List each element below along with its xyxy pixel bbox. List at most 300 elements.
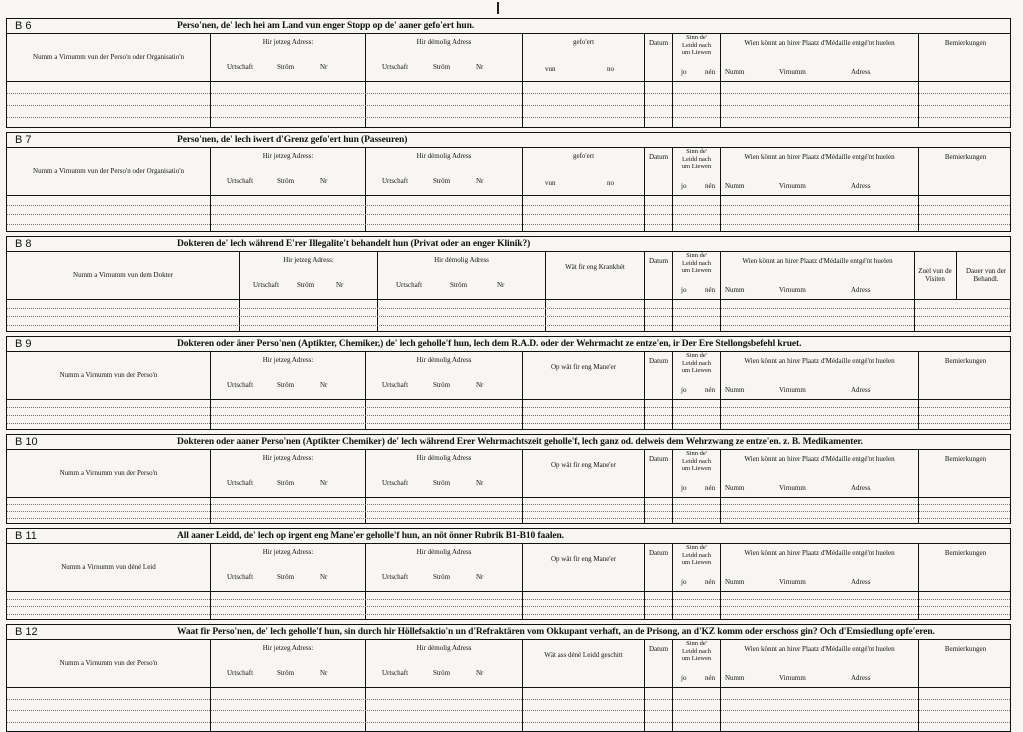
alive-sub-label: jo bbox=[681, 68, 687, 76]
witness-sub-label: Numm bbox=[725, 386, 745, 394]
current-address-header-label: Hir jetzeg Adress: bbox=[262, 356, 314, 364]
middle-header-label: Op wät fir eng Mane'er bbox=[550, 363, 616, 371]
address-sub-label: Urtschaft bbox=[396, 281, 423, 289]
row-column-divider bbox=[672, 81, 673, 127]
middle-header-label: gefo'ert bbox=[572, 38, 595, 46]
row-column-divider bbox=[210, 399, 211, 429]
remarks-label: Bemierkungen bbox=[944, 645, 987, 653]
witness-column-header bbox=[720, 449, 918, 497]
datum-label: Datum bbox=[648, 153, 669, 161]
row-column-divider bbox=[365, 81, 366, 127]
entry-row-line bbox=[7, 214, 1010, 215]
middle-header-label: Op wät fir eng Mane'er bbox=[550, 461, 616, 469]
former-address-header bbox=[365, 147, 522, 195]
row-column-divider bbox=[672, 399, 673, 429]
witness-sub-label: Numm bbox=[725, 484, 745, 492]
address-sub-label: Ström bbox=[450, 281, 468, 289]
datum-column-header bbox=[644, 449, 672, 497]
alive-sub-label: nén bbox=[705, 68, 716, 76]
row-column-divider bbox=[918, 399, 919, 429]
datum-column-header bbox=[644, 351, 672, 399]
row-column-divider bbox=[720, 195, 721, 231]
former-address-header-label: Hir démolig Adress bbox=[416, 356, 472, 364]
section-titlebar bbox=[7, 133, 1010, 148]
entry-rows[interactable] bbox=[7, 497, 1010, 523]
witness-sub-label: Adress bbox=[851, 182, 871, 190]
address-sub-label: Ström bbox=[277, 177, 295, 185]
witness-sub-label: Virnumm bbox=[779, 674, 806, 682]
remarks-column-header bbox=[918, 639, 1012, 687]
row-column-divider bbox=[918, 81, 919, 127]
current-address-header bbox=[239, 251, 377, 299]
row-column-divider bbox=[914, 299, 915, 331]
alive-label: Sinn de' Leidd nach um Liewen bbox=[681, 252, 712, 274]
witness-sub-label: Adress bbox=[851, 68, 871, 76]
datum-column-header bbox=[644, 147, 672, 195]
entry-row-line bbox=[7, 325, 1010, 326]
former-address-header bbox=[365, 543, 522, 591]
section-titlebar bbox=[7, 337, 1010, 352]
address-sub-label: Ström bbox=[277, 669, 295, 677]
alive-sub-label: jo bbox=[681, 578, 687, 586]
witness-column-header bbox=[720, 33, 918, 81]
section-title: All aaner Leidd, de' lech op irgent eng Mane'er geholle'f hun, an nöt önner Rubrik B1-B10 faalen. bbox=[177, 531, 564, 541]
section-title: Perso'nen, de' lech iwert d'Grenz gefo'ert hun (Passeuren) bbox=[177, 135, 408, 145]
remarks-column-header bbox=[914, 251, 1012, 299]
row-column-divider bbox=[522, 195, 523, 231]
row-column-divider bbox=[522, 497, 523, 523]
address-sub-label: Urtschaft bbox=[382, 573, 409, 581]
alive-column-header bbox=[672, 147, 720, 195]
address-sub-label: Ström bbox=[297, 281, 315, 289]
witness-label: Wien könnt an hirer Plaatz d'Médaille entgé'nt huelen bbox=[744, 549, 895, 557]
row-column-divider bbox=[644, 399, 645, 429]
address-sub-label: Ström bbox=[277, 573, 295, 581]
alive-column-header bbox=[672, 351, 720, 399]
witness-column-header bbox=[720, 543, 918, 591]
row-column-divider bbox=[918, 497, 919, 523]
remarks-split-label: Dauer vun der Behandl. bbox=[965, 267, 1007, 283]
row-column-divider bbox=[644, 81, 645, 127]
row-column-divider bbox=[720, 399, 721, 429]
section-code: B 11 bbox=[15, 530, 37, 542]
current-address-header bbox=[210, 147, 365, 195]
datum-label: Datum bbox=[648, 357, 669, 365]
entry-row-line bbox=[7, 699, 1010, 700]
section-header bbox=[7, 639, 1010, 688]
entry-row-line bbox=[7, 415, 1010, 416]
remarks-column-header bbox=[918, 147, 1012, 195]
row-column-divider bbox=[365, 497, 366, 523]
witness-sub-label: Adress bbox=[851, 386, 871, 394]
address-sub-label: Ström bbox=[277, 63, 295, 71]
entry-rows[interactable] bbox=[7, 195, 1010, 231]
witness-label: Wien könnt an hirer Plaatz d'Médaille entgé'nt huelen bbox=[744, 645, 895, 653]
address-sub-label: Ström bbox=[433, 479, 451, 487]
address-sub-label: Nr bbox=[336, 281, 344, 289]
entry-row-line bbox=[7, 423, 1010, 424]
fold-mark bbox=[497, 2, 499, 14]
address-sub-label: Ström bbox=[433, 381, 451, 389]
entry-row-line bbox=[7, 511, 1010, 512]
witness-sub-label: Adress bbox=[851, 674, 871, 682]
address-sub-label: Nr bbox=[320, 479, 328, 487]
current-address-header bbox=[210, 543, 365, 591]
middle-header-label: gefo'ert bbox=[572, 152, 595, 160]
address-sub-label: Nr bbox=[476, 479, 484, 487]
row-column-divider bbox=[210, 195, 211, 231]
current-address-header bbox=[210, 351, 365, 399]
datum-label: Datum bbox=[648, 455, 669, 463]
row-column-divider bbox=[644, 299, 645, 331]
address-sub-label: Urtschaft bbox=[382, 669, 409, 677]
witness-sub-label: Virnumm bbox=[779, 386, 806, 394]
section-titlebar bbox=[7, 237, 1010, 252]
current-address-header-label: Hir jetzeg Adress: bbox=[283, 256, 334, 264]
alive-sub-label: nén bbox=[705, 286, 716, 294]
remarks-label: Bemierkungen bbox=[944, 153, 987, 161]
form-section bbox=[6, 132, 1011, 232]
current-address-header bbox=[210, 639, 365, 687]
name-column-header bbox=[7, 147, 210, 195]
address-sub-label: Urtschaft bbox=[382, 381, 409, 389]
address-sub-label: Urtschaft bbox=[227, 573, 254, 581]
alive-sub-label: nén bbox=[705, 386, 716, 394]
remarks-label: Bemierkungen bbox=[944, 549, 987, 557]
remarks-label: Bemierkungen bbox=[944, 39, 987, 47]
entry-row-line bbox=[7, 614, 1010, 615]
witness-sub-label: Adress bbox=[851, 578, 871, 586]
section-title: Dokteren oder aaner Perso'nen (Aptikter Chemiker) de' lech während Erer Wehrmachtszeit geholle'f, lech ganz od. delweis dem Wehrzwang ze entze'en. z. B. Medikamenter. bbox=[177, 437, 863, 447]
witness-sub-label: Numm bbox=[725, 182, 745, 190]
former-address-header bbox=[365, 449, 522, 497]
datum-label: Datum bbox=[648, 39, 669, 47]
row-column-divider bbox=[644, 687, 645, 731]
entry-row-line bbox=[7, 599, 1010, 600]
current-address-header-label: Hir jetzeg Adress: bbox=[262, 38, 314, 46]
name-column-header bbox=[7, 449, 210, 497]
address-sub-label: Urtschaft bbox=[227, 479, 254, 487]
section-titlebar bbox=[7, 625, 1010, 640]
witness-sub-label: Numm bbox=[725, 674, 745, 682]
remarks-column-header bbox=[918, 449, 1012, 497]
name-header-label: Numm a Virnumm vun der Perso'n bbox=[59, 371, 158, 379]
datum-column-header bbox=[644, 251, 672, 299]
former-address-header-label: Hir démolig Adress bbox=[434, 256, 489, 264]
section-code: B 8 bbox=[15, 238, 32, 250]
row-column-divider bbox=[522, 399, 523, 429]
datum-column-header bbox=[644, 543, 672, 591]
row-column-divider bbox=[210, 81, 211, 127]
former-address-header-label: Hir démolig Adress bbox=[416, 152, 472, 160]
datum-column-header bbox=[644, 33, 672, 81]
address-sub-label: Ström bbox=[433, 63, 451, 71]
former-address-header bbox=[365, 33, 522, 81]
middle-sub-label: vun bbox=[545, 65, 556, 73]
alive-sub-label: jo bbox=[681, 674, 687, 682]
alive-label: Sinn de' Leidd nach um Liewen bbox=[681, 544, 712, 566]
row-column-divider bbox=[672, 497, 673, 523]
name-column-header bbox=[7, 33, 210, 81]
section-header bbox=[7, 33, 1010, 82]
alive-sub-label: nén bbox=[705, 484, 716, 492]
witness-label: Wien könnt an hirer Plaatz d'Médaille entgé'nt huelen bbox=[744, 153, 895, 161]
row-column-divider bbox=[918, 687, 919, 731]
address-sub-label: Nr bbox=[476, 381, 484, 389]
datum-label: Datum bbox=[648, 257, 669, 265]
form-section bbox=[6, 434, 1011, 524]
row-column-divider bbox=[210, 497, 211, 523]
entry-rows[interactable] bbox=[7, 299, 1010, 331]
former-address-header bbox=[377, 251, 545, 299]
witness-sub-label: Virnumm bbox=[779, 182, 806, 190]
former-address-header bbox=[365, 639, 522, 687]
datum-label: Datum bbox=[648, 645, 669, 653]
name-header-label: Numm a Virnumm vun déné Leid bbox=[61, 563, 156, 571]
address-sub-label: Ström bbox=[277, 381, 295, 389]
witness-sub-label: Virnumm bbox=[779, 578, 806, 586]
address-sub-label: Nr bbox=[320, 177, 328, 185]
row-column-divider bbox=[720, 299, 721, 331]
middle-sub-label: vun bbox=[545, 179, 556, 187]
alive-column-header bbox=[672, 251, 720, 299]
witness-column-header bbox=[720, 251, 914, 299]
current-address-header bbox=[210, 33, 365, 81]
section-code: B 10 bbox=[15, 436, 38, 448]
current-address-header-label: Hir jetzeg Adress: bbox=[262, 548, 314, 556]
alive-sub-label: nén bbox=[705, 578, 716, 586]
address-sub-label: Urtschaft bbox=[227, 381, 254, 389]
alive-label: Sinn de' Leidd nach um Liewen bbox=[681, 352, 712, 374]
row-column-divider bbox=[672, 299, 673, 331]
middle-column-header bbox=[522, 33, 644, 81]
witness-label: Wien könnt an hirer Plaatz d'Médaille entgé'nt huelen bbox=[744, 455, 895, 463]
entry-rows[interactable] bbox=[7, 81, 1010, 127]
address-sub-label: Urtschaft bbox=[382, 177, 409, 185]
name-header-label: Numm a Virnumm vun der Perso'n bbox=[59, 469, 158, 477]
address-sub-label: Urtschaft bbox=[227, 63, 254, 71]
form-section bbox=[6, 624, 1011, 732]
address-sub-label: Urtschaft bbox=[382, 63, 409, 71]
middle-column-header bbox=[545, 251, 644, 299]
middle-column-header bbox=[522, 639, 644, 687]
row-column-divider bbox=[720, 687, 721, 731]
form-section bbox=[6, 528, 1011, 620]
entry-rows[interactable] bbox=[7, 687, 1010, 731]
witness-sub-label: Numm bbox=[725, 68, 745, 76]
section-code: B 9 bbox=[15, 338, 32, 350]
alive-sub-label: jo bbox=[681, 386, 687, 394]
address-sub-label: Nr bbox=[497, 281, 505, 289]
form-section bbox=[6, 336, 1011, 430]
remarks-label: Bemierkungen bbox=[944, 357, 987, 365]
name-header-label: Numm a Virnumm vun der Perso'n oder Organisatio'n bbox=[33, 53, 184, 61]
middle-column-header bbox=[522, 543, 644, 591]
row-column-divider bbox=[365, 399, 366, 429]
middle-header-label: Op wät fir eng Mane'er bbox=[550, 555, 616, 563]
form-section bbox=[6, 236, 1011, 332]
address-sub-label: Nr bbox=[320, 63, 328, 71]
alive-sub-label: jo bbox=[681, 182, 687, 190]
row-column-divider bbox=[210, 687, 211, 731]
section-header bbox=[7, 147, 1010, 196]
row-column-divider bbox=[377, 299, 378, 331]
section-code: B 6 bbox=[15, 20, 32, 32]
address-sub-label: Ström bbox=[277, 479, 295, 487]
entry-row-line bbox=[7, 316, 1010, 317]
alive-sub-label: jo bbox=[681, 484, 687, 492]
witness-sub-label: Adress bbox=[851, 484, 871, 492]
remarks-divider bbox=[956, 251, 957, 299]
name-header-label: Numm a Virnumm vun dem Dokter bbox=[73, 271, 173, 279]
middle-header-label: Wät ass déné Leidd geschitt bbox=[544, 651, 623, 659]
witness-column-header bbox=[720, 351, 918, 399]
current-address-header-label: Hir jetzeg Adress: bbox=[262, 454, 314, 462]
section-header bbox=[7, 251, 1010, 300]
address-sub-label: Urtschaft bbox=[227, 177, 254, 185]
row-column-divider bbox=[545, 299, 546, 331]
witness-label: Wien könnt an hirer Plaatz d'Médaille entgé'nt huelen bbox=[742, 257, 893, 265]
address-sub-label: Nr bbox=[476, 573, 484, 581]
witness-sub-label: Virnumm bbox=[779, 286, 806, 294]
address-sub-label: Nr bbox=[320, 573, 328, 581]
datum-column-header bbox=[644, 639, 672, 687]
witness-sub-label: Numm bbox=[725, 578, 745, 586]
middle-header-label: Wät fir eng Krankhét bbox=[565, 263, 625, 271]
former-address-header-label: Hir démolig Adress bbox=[416, 548, 472, 556]
remarks-column-header bbox=[918, 543, 1012, 591]
entry-row-line bbox=[7, 117, 1010, 118]
section-title: Dokteren de' lech während E'rer Illegalite't behandelt hun (Privat oder an enger Klinik?) bbox=[177, 239, 531, 249]
witness-column-header bbox=[720, 639, 918, 687]
alive-sub-label: nén bbox=[705, 182, 716, 190]
entry-row-line bbox=[7, 710, 1010, 711]
row-column-divider bbox=[365, 687, 366, 731]
alive-column-header bbox=[672, 449, 720, 497]
middle-column-header bbox=[522, 147, 644, 195]
middle-column-header bbox=[522, 351, 644, 399]
address-sub-label: Nr bbox=[320, 381, 328, 389]
entry-row-line bbox=[7, 407, 1010, 408]
witness-label: Wien könnt an hirer Plaatz d'Médaille entgé'nt huelen bbox=[744, 357, 895, 365]
row-column-divider bbox=[720, 81, 721, 127]
name-column-header bbox=[7, 543, 210, 591]
current-address-header bbox=[210, 449, 365, 497]
former-address-header-label: Hir démolig Adress bbox=[416, 644, 472, 652]
remarks-label: Bemierkungen bbox=[944, 455, 987, 463]
section-code: B 12 bbox=[15, 626, 38, 638]
address-sub-label: Urtschaft bbox=[253, 281, 280, 289]
address-sub-label: Ström bbox=[433, 573, 451, 581]
row-column-divider bbox=[522, 687, 523, 731]
row-column-divider bbox=[644, 195, 645, 231]
row-column-divider bbox=[672, 195, 673, 231]
witness-sub-label: Virnumm bbox=[779, 484, 806, 492]
address-sub-label: Urtschaft bbox=[227, 669, 254, 677]
section-header bbox=[7, 351, 1010, 400]
address-sub-label: Nr bbox=[320, 669, 328, 677]
datum-label: Datum bbox=[648, 549, 669, 557]
entry-row-line bbox=[7, 93, 1010, 94]
remarks-split-label: Zuel vun de Visiten bbox=[918, 267, 952, 283]
former-address-header bbox=[365, 351, 522, 399]
former-address-header-label: Hir démolig Adress bbox=[416, 38, 472, 46]
alive-label: Sinn de' Leidd nach um Liewen bbox=[681, 148, 712, 170]
section-header bbox=[7, 449, 1010, 498]
section-titlebar bbox=[7, 529, 1010, 544]
current-address-header-label: Hir jetzeg Adress: bbox=[262, 644, 314, 652]
entry-row-line bbox=[7, 518, 1010, 519]
name-column-header bbox=[7, 639, 210, 687]
address-sub-label: Nr bbox=[476, 177, 484, 185]
section-titlebar bbox=[7, 435, 1010, 450]
alive-sub-label: jo bbox=[681, 286, 687, 294]
row-column-divider bbox=[522, 81, 523, 127]
entry-row-line bbox=[7, 105, 1010, 106]
remarks-column-header bbox=[918, 33, 1012, 81]
entry-rows[interactable] bbox=[7, 399, 1010, 429]
section-title: Waat fir Perso'nen, de' lech geholle'f hun, sin durch hir Höllefsaktio'n un d'Refraktären vom Okkupant verhaft, an de Prisong, an d'KZ komm oder erschoss gin? Och d'Emsiedlung opfe'eren. bbox=[177, 627, 935, 637]
alive-column-header bbox=[672, 33, 720, 81]
row-column-divider bbox=[720, 497, 721, 523]
middle-sub-label: no bbox=[607, 179, 614, 187]
witness-label: Wien könnt an hirer Plaatz d'Médaille entgé'nt huelen bbox=[744, 39, 895, 47]
middle-sub-label: no bbox=[607, 65, 614, 73]
section-title: Perso'nen, de' lech hei am Land vun enger Stopp op de' aaner gefo'ert hun. bbox=[177, 21, 475, 31]
address-sub-label: Nr bbox=[476, 669, 484, 677]
witness-sub-label: Adress bbox=[851, 286, 871, 294]
entry-row-line bbox=[7, 606, 1010, 607]
alive-label: Sinn de' Leidd nach um Liewen bbox=[681, 34, 712, 56]
witness-sub-label: Numm bbox=[725, 286, 745, 294]
entry-row-line bbox=[7, 504, 1010, 505]
witness-column-header bbox=[720, 147, 918, 195]
former-address-header-label: Hir démolig Adress bbox=[416, 454, 472, 462]
entry-rows[interactable] bbox=[7, 591, 1010, 619]
section-title: Dokteren oder äner Perso'nen (Aptikter, Chemiker,) de' lech geholle'f hun, lech dem R.A.D. oder der Wehrmacht ze entze'en, ir Der Ere Stellongsbefehl kruet. bbox=[177, 339, 802, 349]
entry-row-line bbox=[7, 224, 1010, 225]
row-column-divider bbox=[365, 195, 366, 231]
row-column-divider bbox=[672, 687, 673, 731]
alive-sub-label: nén bbox=[705, 674, 716, 682]
name-header-label: Numm a Virnumm vun der Perso'n bbox=[59, 659, 158, 667]
alive-column-header bbox=[672, 543, 720, 591]
middle-column-header bbox=[522, 449, 644, 497]
address-sub-label: Urtschaft bbox=[382, 479, 409, 487]
section-header bbox=[7, 543, 1010, 592]
section-titlebar bbox=[7, 19, 1010, 34]
entry-row-line bbox=[7, 205, 1010, 206]
row-column-divider bbox=[239, 299, 240, 331]
row-column-divider bbox=[918, 195, 919, 231]
remarks-column-header bbox=[918, 351, 1012, 399]
row-column-divider bbox=[644, 497, 645, 523]
section-code: B 7 bbox=[15, 134, 32, 146]
entry-row-line bbox=[7, 722, 1010, 723]
form-section bbox=[6, 18, 1011, 128]
name-column-header bbox=[7, 351, 210, 399]
address-sub-label: Nr bbox=[476, 63, 484, 71]
current-address-header-label: Hir jetzeg Adress: bbox=[262, 152, 314, 160]
alive-label: Sinn de' Leidd nach um Liewen bbox=[681, 640, 712, 662]
address-sub-label: Ström bbox=[433, 669, 451, 677]
alive-column-header bbox=[672, 639, 720, 687]
address-sub-label: Ström bbox=[433, 177, 451, 185]
entry-row-line bbox=[7, 308, 1010, 309]
name-column-header bbox=[7, 251, 239, 299]
witness-sub-label: Virnumm bbox=[779, 68, 806, 76]
name-header-label: Numm a Virnumm vun der Perso'n oder Organisatio'n bbox=[33, 167, 184, 175]
